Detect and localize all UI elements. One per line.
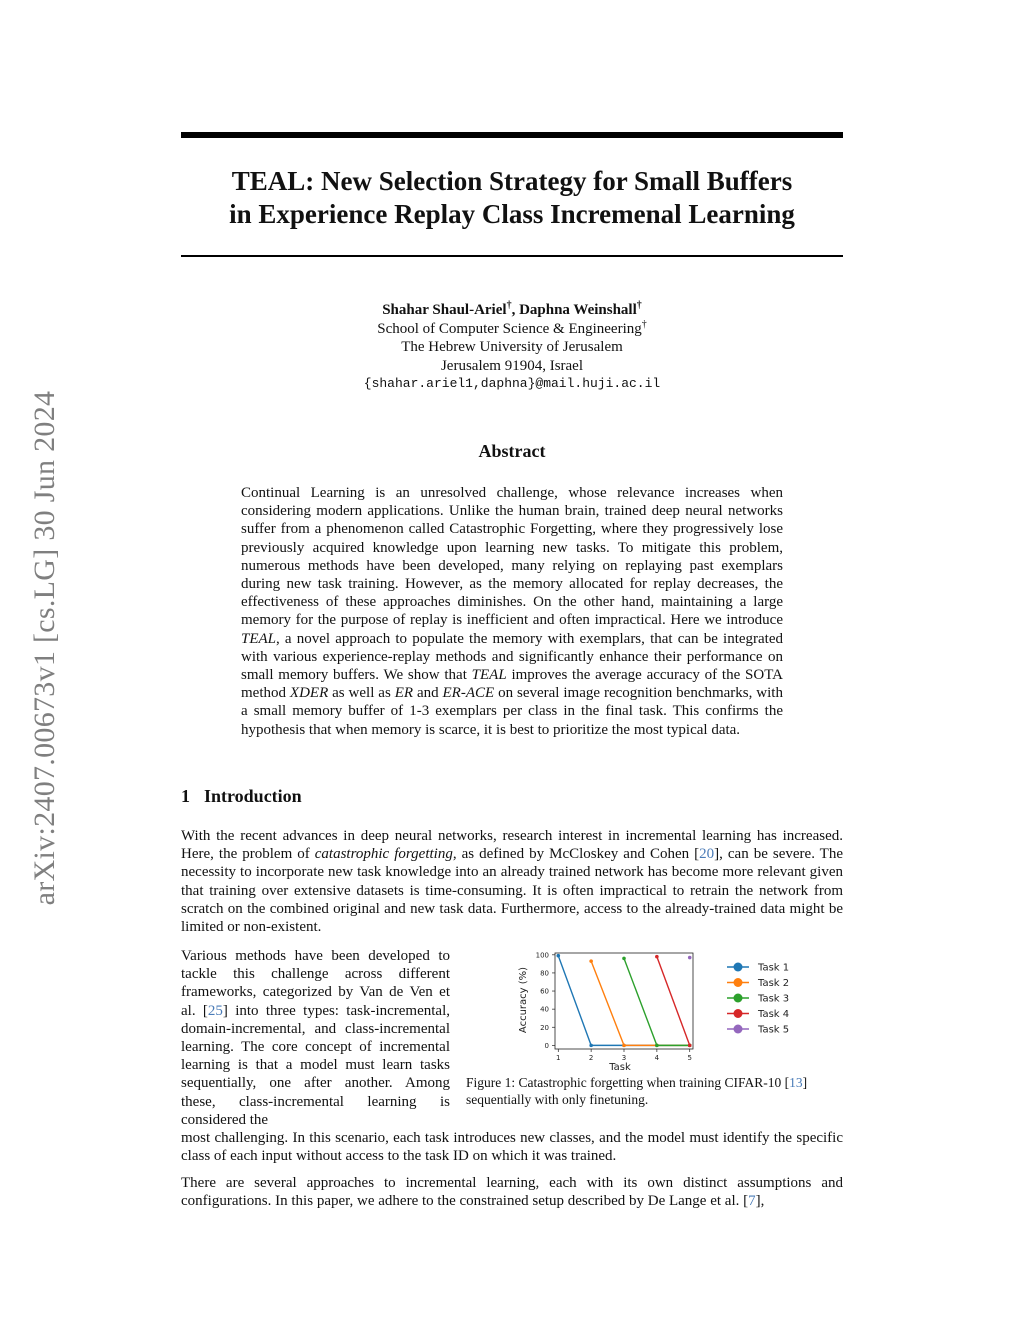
figure-1-chart (505, 945, 805, 1073)
university: The Hebrew University of Jerusalem (401, 339, 623, 355)
legend-label: Task 1 (758, 962, 790, 974)
y-tick-label: 0 (544, 1041, 549, 1050)
legend-marker (734, 963, 743, 972)
y-tick-label: 80 (540, 969, 549, 978)
data-point-task-3 (655, 1044, 659, 1048)
affiliation: School of Computer Science & Engineering† (377, 318, 647, 337)
abstract-heading: Abstract (478, 441, 546, 461)
series-line-task-3 (624, 958, 690, 1045)
legend-marker (734, 1025, 743, 1034)
x-axis-label: Task (609, 1062, 631, 1073)
citation-link[interactable]: 13 (789, 1075, 803, 1090)
data-point-task-4 (655, 955, 659, 959)
y-tick-label: 20 (540, 1023, 549, 1032)
intro-paragraph-3: There are several approaches to incremental learning, each with its own distinct assumptions and configurations. In this paper, we adhere to the constrained setup described by De Lange et al. [7], (181, 1175, 843, 1210)
address: Jerusalem 91904, Israel (440, 357, 584, 374)
y-tick-label: 100 (535, 951, 549, 960)
data-point-task-1 (556, 954, 560, 958)
legend-label: Task 4 (758, 1009, 790, 1020)
legend-label: Task 3 (758, 993, 790, 1005)
figure-1-caption: Figure 1: Catastrophic forgetting when training CIFAR-10 [13] sequentially with only finetuning. (466, 1075, 808, 1107)
intro-paragraph-2-wrapped: Various methods have been developed to tackle this challenge across different frameworks, categorized by Van de Ven et al. [25] into three types: task-incremental, domain-incremental, and class-incremental learning. The core concept of incremental learning is that a model must learn tasks sequentially, one after another. Among these, class-incremental learning is considered the (181, 948, 450, 1128)
abstract-body: Continual Learning is an unresolved challenge, whose relevance increases when considering modern applications. Unlike the human brain, trained deep neural networks suffer from a phenomenon called Catastrophic Forgetting, where they progressively lose previously acquired knowledge upon learning new tasks. To mitigate this problem, numerous methods have been developed, many relying on replaying past exemplars during new task training. However, as the memory allocated for replay decreases, the effectiveness of these approaches diminishes. On the other hand, maintaining a large memory for the purpose of replay is inefficient and often impractical. Here we introduce TEAL, a novel approach to populate the memory with exemplars, that can be integrated with various experience-replay methods and significantly enhance their performance on small memory buffers. We show that TEAL improves the average accuracy of the SOTA method XDER as well as ER and ER-ACE on several image recognition benchmarks, with a small memory buffer of 1-3 exemplars per class in the final task. This confirms the hypothesis that when memory is scarce, it is best to prioritize the most typical data. (241, 485, 783, 738)
x-tick-label: 1 (556, 1054, 561, 1062)
series-line-task-1 (558, 956, 689, 1046)
author-names: Shahar Shaul-Ariel†, Daphna Weinshall† (382, 300, 642, 318)
data-point-task-2 (622, 1044, 626, 1048)
author-block (181, 301, 843, 394)
intro-paragraph-2-continued: most challenging. In this scenario, each task introduces new classes, and the model must identify the specific class of each input without access to the task ID on which it was trained. (181, 1130, 843, 1165)
legend-label: Task 5 (758, 1024, 790, 1036)
email[interactable]: {shahar.ariel1,daphna}@mail.huji.ac.il (363, 376, 661, 391)
x-tick-label: 4 (654, 1054, 660, 1062)
legend-marker (734, 994, 743, 1003)
series-line-task-4 (657, 957, 690, 1046)
legend-marker (734, 978, 743, 987)
paper-title (181, 165, 843, 231)
title-bottom-rule (181, 255, 843, 257)
data-point-task-3 (622, 957, 626, 961)
arxiv-sidebar (0, 0, 80, 1325)
y-tick-label: 40 (540, 1005, 549, 1014)
y-tick-label: 60 (540, 987, 549, 996)
legend-marker (734, 1009, 743, 1018)
data-point-task-4 (688, 1044, 692, 1048)
title-top-rule (181, 132, 843, 138)
data-point-task-5 (688, 956, 692, 960)
title-line-1: TEAL: New Selection Strategy for Small Buffers (231, 166, 793, 196)
title-line-2: in Experience Replay Class Incremenal Learning (229, 199, 795, 229)
y-axis-label: Accuracy (%) (518, 966, 529, 1034)
citation-link[interactable]: 20 (699, 846, 715, 863)
data-point-task-2 (589, 959, 593, 963)
x-tick-label: 5 (687, 1054, 692, 1062)
citation-link[interactable]: 25 (207, 1002, 223, 1019)
intro-paragraph-1: With the recent advances in deep neural networks, research interest in incremental learning has increased. Here, the problem of catastrophic forgetting, as defined by McCloskey and Cohen [20], can be severe. The necessity to incorporate new task knowledge into an already trained network has become more relevant given that training over extensive datasets is time-consuming. It is often impractical to retrain the network from scratch on the combined original and new task data. Furthermore, access to the already-trained data might be limited or non-existent. (181, 828, 844, 936)
data-point-task-1 (589, 1044, 593, 1048)
x-tick-label: 2 (588, 1054, 594, 1062)
section-heading-introduction: 1 Introduction (181, 786, 302, 806)
citation-link[interactable]: 7 (748, 1193, 756, 1210)
arxiv-id: arXiv:2407.00673v1 [cs.LG] 30 Jun 2024 (28, 390, 61, 906)
legend-label: Task 2 (758, 978, 790, 989)
x-tick-label: 3 (621, 1054, 627, 1062)
plot-frame (555, 953, 693, 1049)
